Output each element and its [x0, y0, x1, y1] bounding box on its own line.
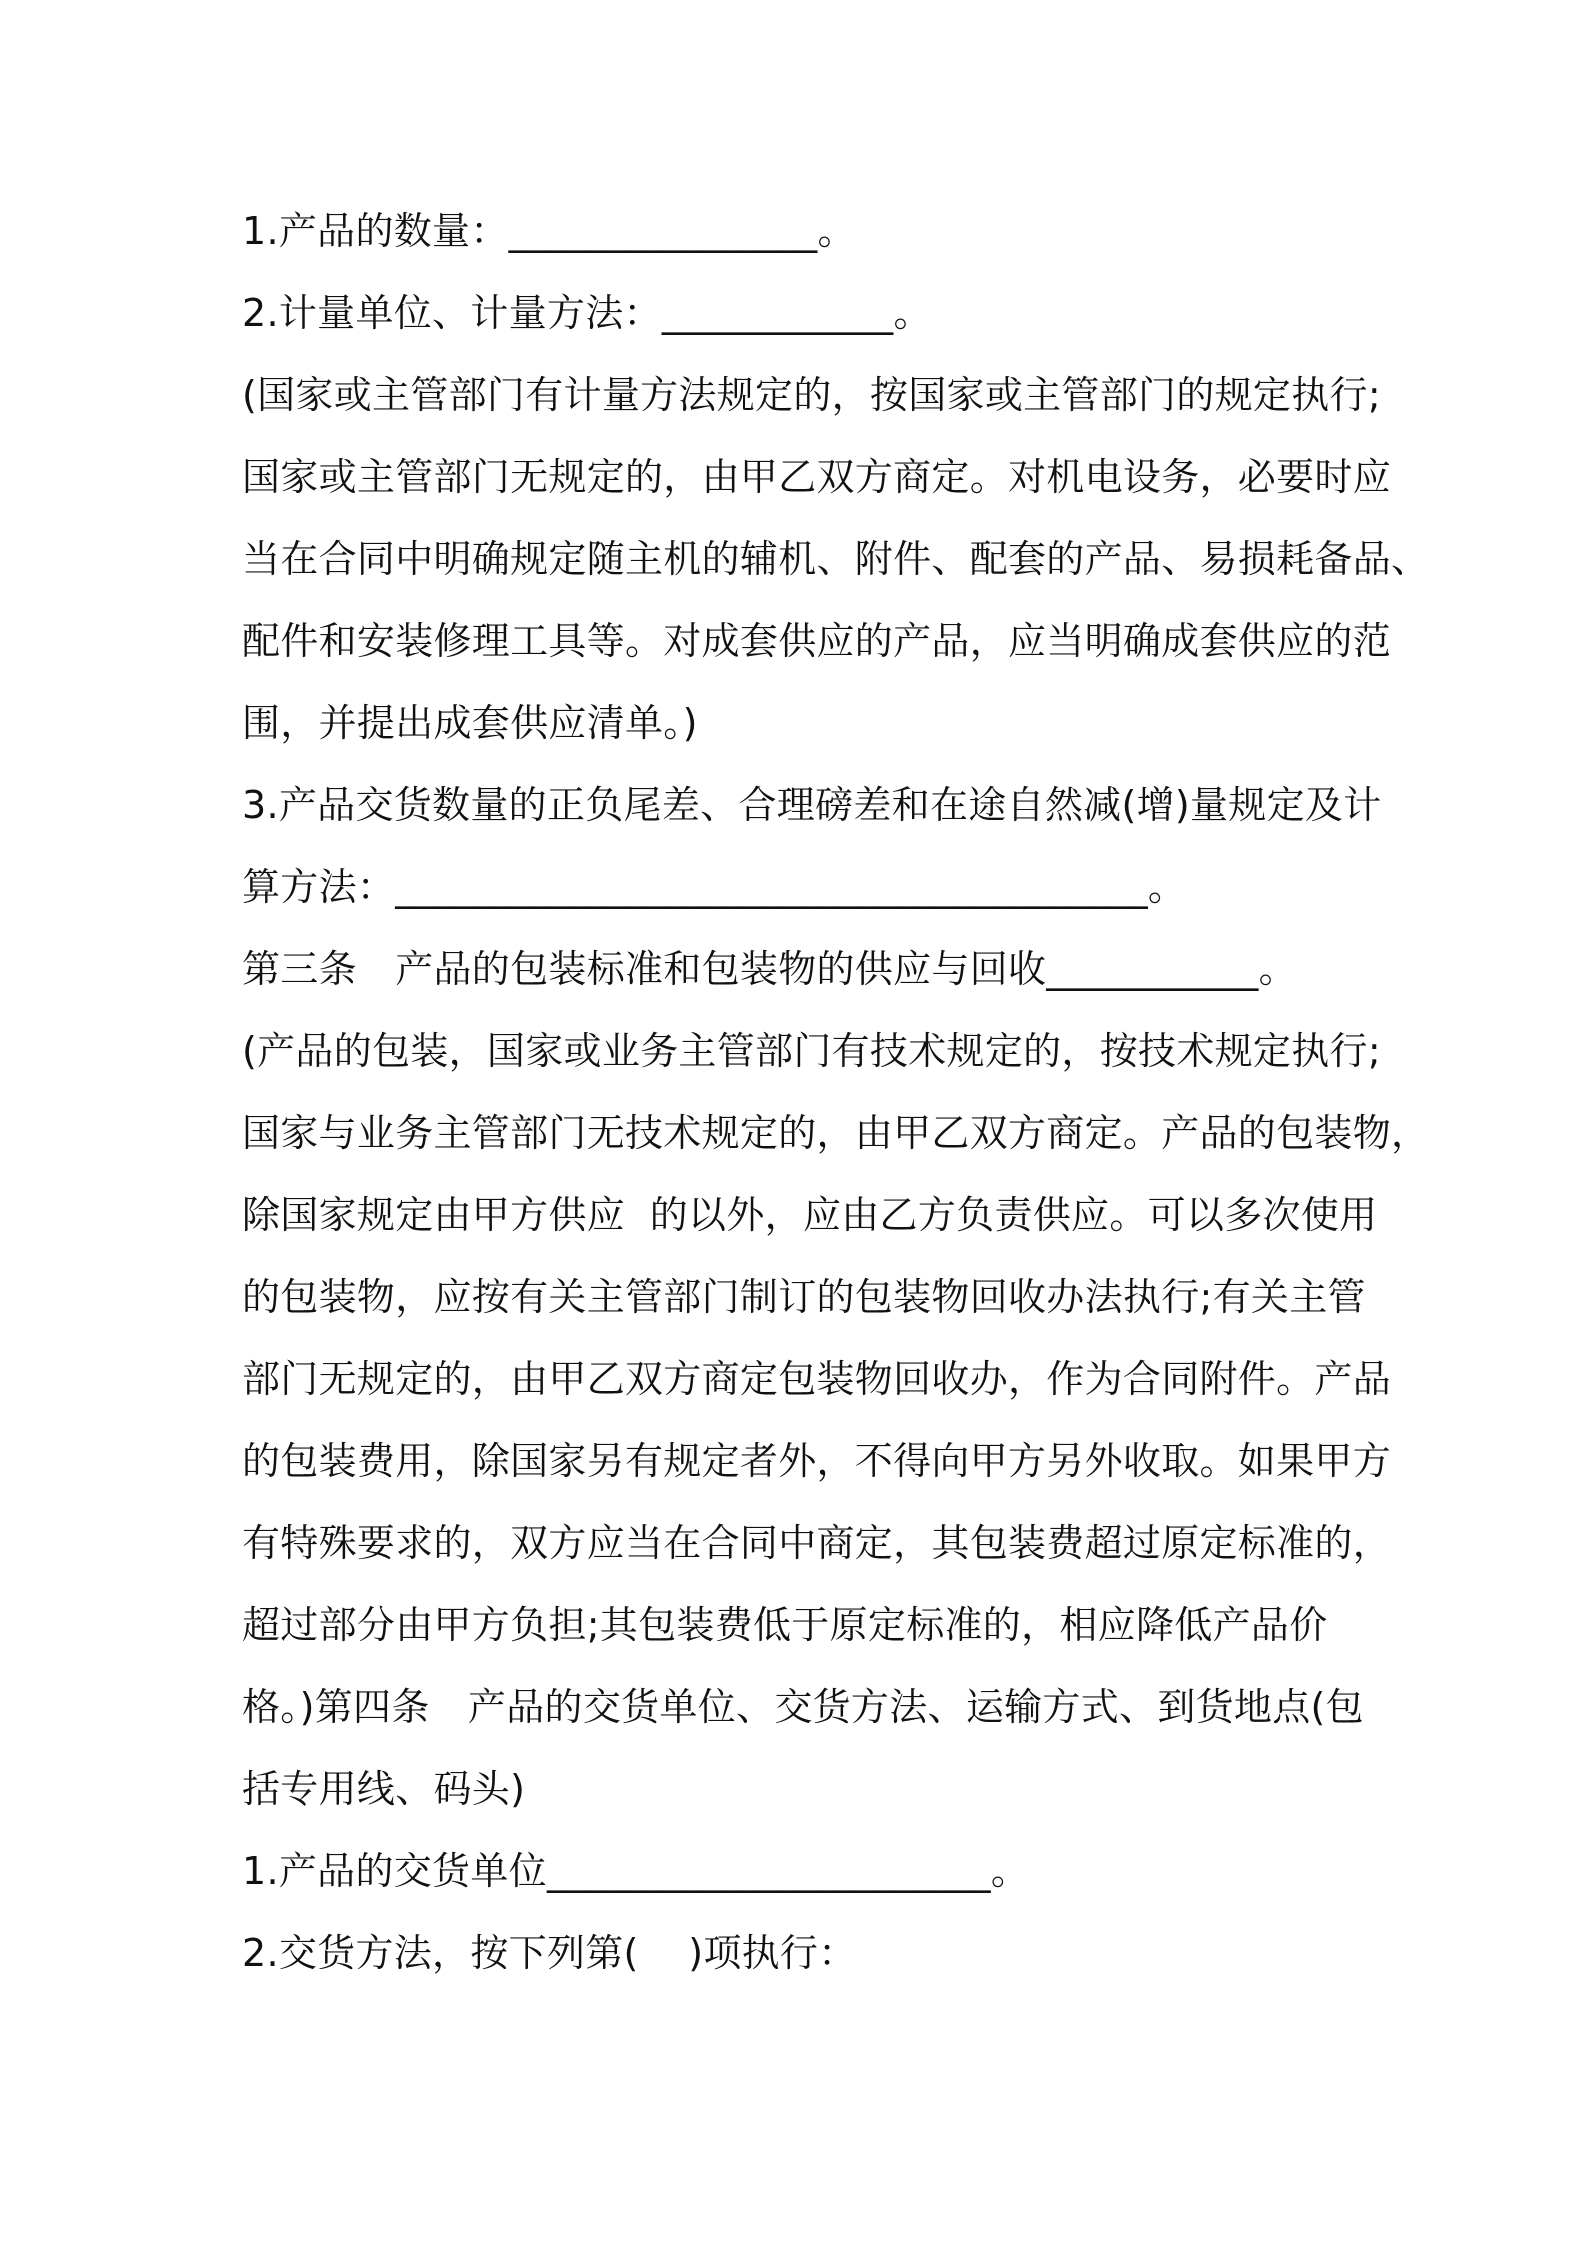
paragraph-line: 的包装费用，除国家另有规定者外，不得向甲方另外收取。如果甲方: [242, 1439, 1392, 1483]
paragraph-line: 超过部分由甲方负担;其包装费低于原定标准的，相应降低产品价: [242, 1603, 1328, 1647]
clause-tolerance: 3.产品交货数量的正负尾差、合理磅差和在途自然减(增)量规定及计: [242, 783, 1382, 827]
paragraph-line: 部门无规定的，由甲乙双方商定包装物回收办，作为合同附件。产品: [242, 1357, 1392, 1401]
clause-delivery-unit: 1.产品的交货单位_______________________。: [242, 1849, 1030, 1893]
paragraph-line: 配件和安装修理工具等。对成套供应的产品，应当明确成套供应的范: [242, 619, 1392, 663]
article-three-heading: 第三条 产品的包装标准和包装物的供应与回收___________。: [242, 947, 1297, 991]
article-four-heading: 格。)第四条 产品的交货单位、交货方法、运输方式、到货地点(包: [242, 1685, 1364, 1729]
paragraph-line: 括专用线、码头): [242, 1767, 526, 1811]
paragraph-line: 除国家规定由甲方供应 的以外，应由乙方负责供应。可以多次使用: [242, 1193, 1378, 1237]
paragraph-line: 算方法：_______________________________________。: [242, 865, 1187, 909]
paragraph-line: (产品的包装，国家或业务主管部门有技术规定的，按技术规定执行;: [242, 1029, 1381, 1073]
clause-measurement-unit: 2.计量单位、计量方法：____________。: [242, 291, 932, 335]
paragraph-line: 国家与业务主管部门无技术规定的，由甲乙双方商定。产品的包装物，: [242, 1111, 1430, 1155]
clause-quantity: 1.产品的数量：________________。: [242, 209, 856, 253]
paragraph-line: 国家或主管部门无规定的，由甲乙双方商定。对机电设务，必要时应: [242, 455, 1392, 499]
clause-delivery-method: 2.交货方法，按下列第( )项执行：: [242, 1931, 857, 1975]
paragraph-line: 有特殊要求的，双方应当在合同中商定，其包装费超过原定标准的，: [242, 1521, 1392, 1565]
paragraph-line: 当在合同中明确规定随主机的辅机、附件、配套的产品、易损耗备品、: [242, 537, 1430, 581]
paragraph-line: (国家或主管部门有计量方法规定的，按国家或主管部门的规定执行;: [242, 373, 1381, 417]
paragraph-line: 的包装物，应按有关主管部门制订的包装物回收办法执行;有关主管: [242, 1275, 1366, 1319]
paragraph-line: 围，并提出成套供应清单。): [242, 701, 698, 745]
